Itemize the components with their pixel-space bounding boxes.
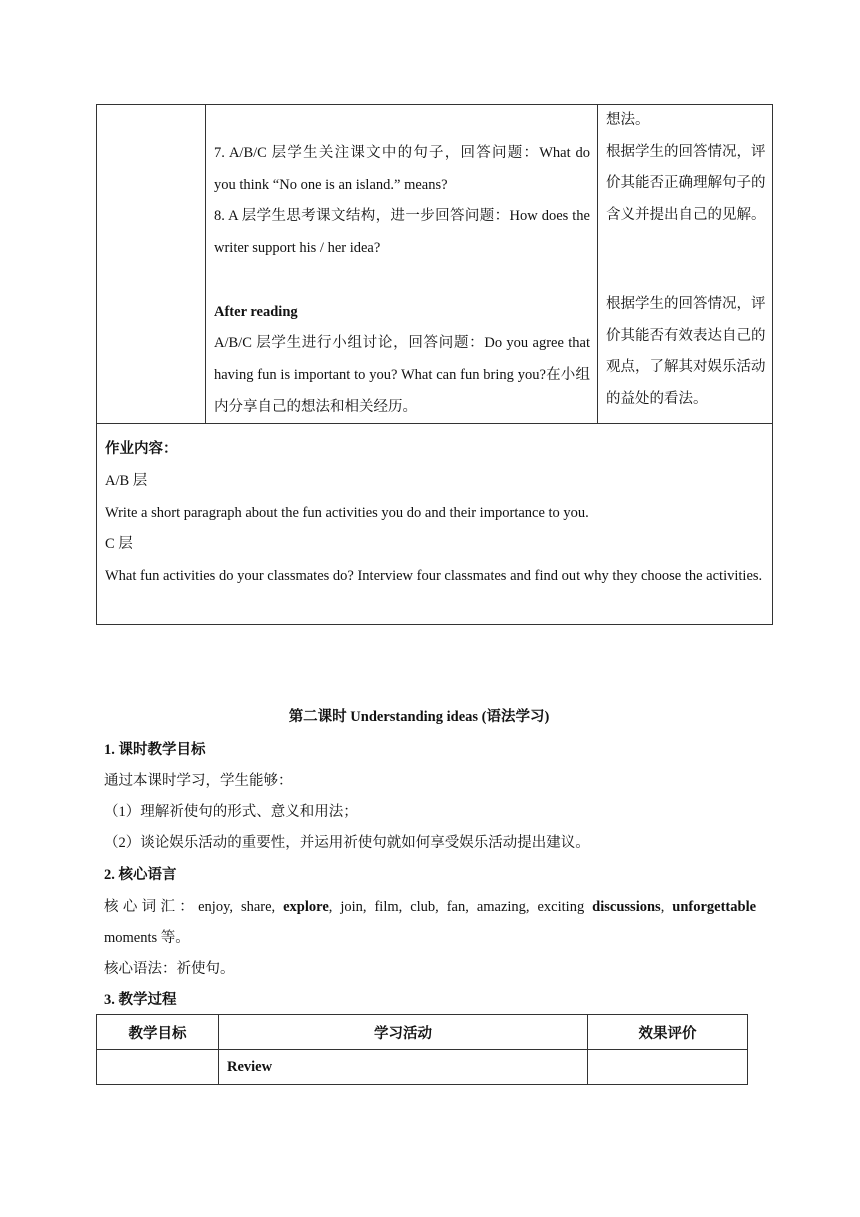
section1-item-1: （1）理解祈使句的形式、意义和用法；	[104, 804, 358, 820]
section3-heading: 3. 教学过程	[104, 992, 177, 1008]
row1-activity: Review	[219, 1050, 588, 1085]
homework-ab-level: A/B 层	[105, 473, 148, 490]
row1-evaluation	[588, 1050, 748, 1085]
vocab-mid: , join, film, club, fan, amazing, exciting	[328, 899, 585, 915]
after-reading-text: A/B/C 层学生进行小组讨论，回答问题：Do you agree that having fun is important to you? What can fun bring you?在小组内分享自己的想法和相关经历。	[214, 335, 590, 415]
core-grammar: 核心语法：祈使句。	[104, 961, 235, 977]
row1-objective	[97, 1050, 219, 1085]
section2-heading: 2. 核心语言	[104, 867, 177, 883]
lesson2-title: 第二课时 Understanding ideas (语法学习)	[288, 709, 550, 725]
question-7: 7. A/B/C 层学生关注课文中的句子，回答问题：What do you think “No one is an island.” means?	[214, 145, 590, 193]
question-8: 8. A 层学生思考课文结构，进一步回答问题：How does the writer support his / her idea?	[214, 208, 590, 257]
header-evaluation: 效果评价	[588, 1015, 748, 1050]
table-row	[97, 1050, 748, 1085]
core-vocabulary	[104, 892, 756, 954]
evaluation-text-2: 根据学生的回答情况，评价其能否有效表达自己的观点，了解其对娱乐活动的益处的看法。	[606, 295, 766, 407]
homework-ab-task: Write a short paragraph about the fun activities you do and their importance to you.	[105, 504, 589, 521]
header-objective: 教学目标	[97, 1015, 219, 1050]
table-row	[97, 105, 773, 424]
vocab-suffix: moments 等。	[104, 930, 190, 946]
section1-item-2: （2）谈论娱乐活动的重要性，并运用祈使句就如何享受娱乐活动提出建议。	[104, 835, 590, 851]
evaluation-text-0: 想法。	[606, 112, 650, 128]
table-row	[97, 424, 773, 625]
vocab-unforgettable: unforgettable	[672, 899, 757, 915]
activity-cell	[206, 105, 598, 424]
homework-cell	[97, 424, 773, 625]
lesson1-continuation-table	[96, 104, 773, 625]
lesson2-process-table	[96, 1014, 748, 1085]
homework-title: 作业内容：	[105, 441, 178, 458]
section1-heading: 1. 课时教学目标	[104, 742, 206, 758]
vocab-explore: explore	[283, 899, 329, 915]
homework-c-level: C 层	[105, 536, 133, 553]
after-reading-heading: After reading	[214, 303, 298, 320]
vocab-comma: ,	[660, 899, 665, 915]
table-header-row	[97, 1015, 748, 1050]
objective-cell-empty	[97, 105, 206, 424]
vocab-discussions: discussions	[592, 899, 661, 915]
evaluation-text-1: 根据学生的回答情况，评价其能否正确理解句子的含义并提出自己的见解。	[606, 143, 766, 224]
homework-c-task: What fun activities do your classmates do? Interview four classmates and find out why they choose the activities.	[105, 568, 763, 585]
section1-intro: 通过本课时学习，学生能够：	[104, 773, 293, 789]
vocab-prefix: 核心词汇：enjoy, share,	[104, 899, 276, 915]
header-activity: 学习活动	[219, 1015, 588, 1050]
evaluation-cell	[598, 105, 773, 424]
